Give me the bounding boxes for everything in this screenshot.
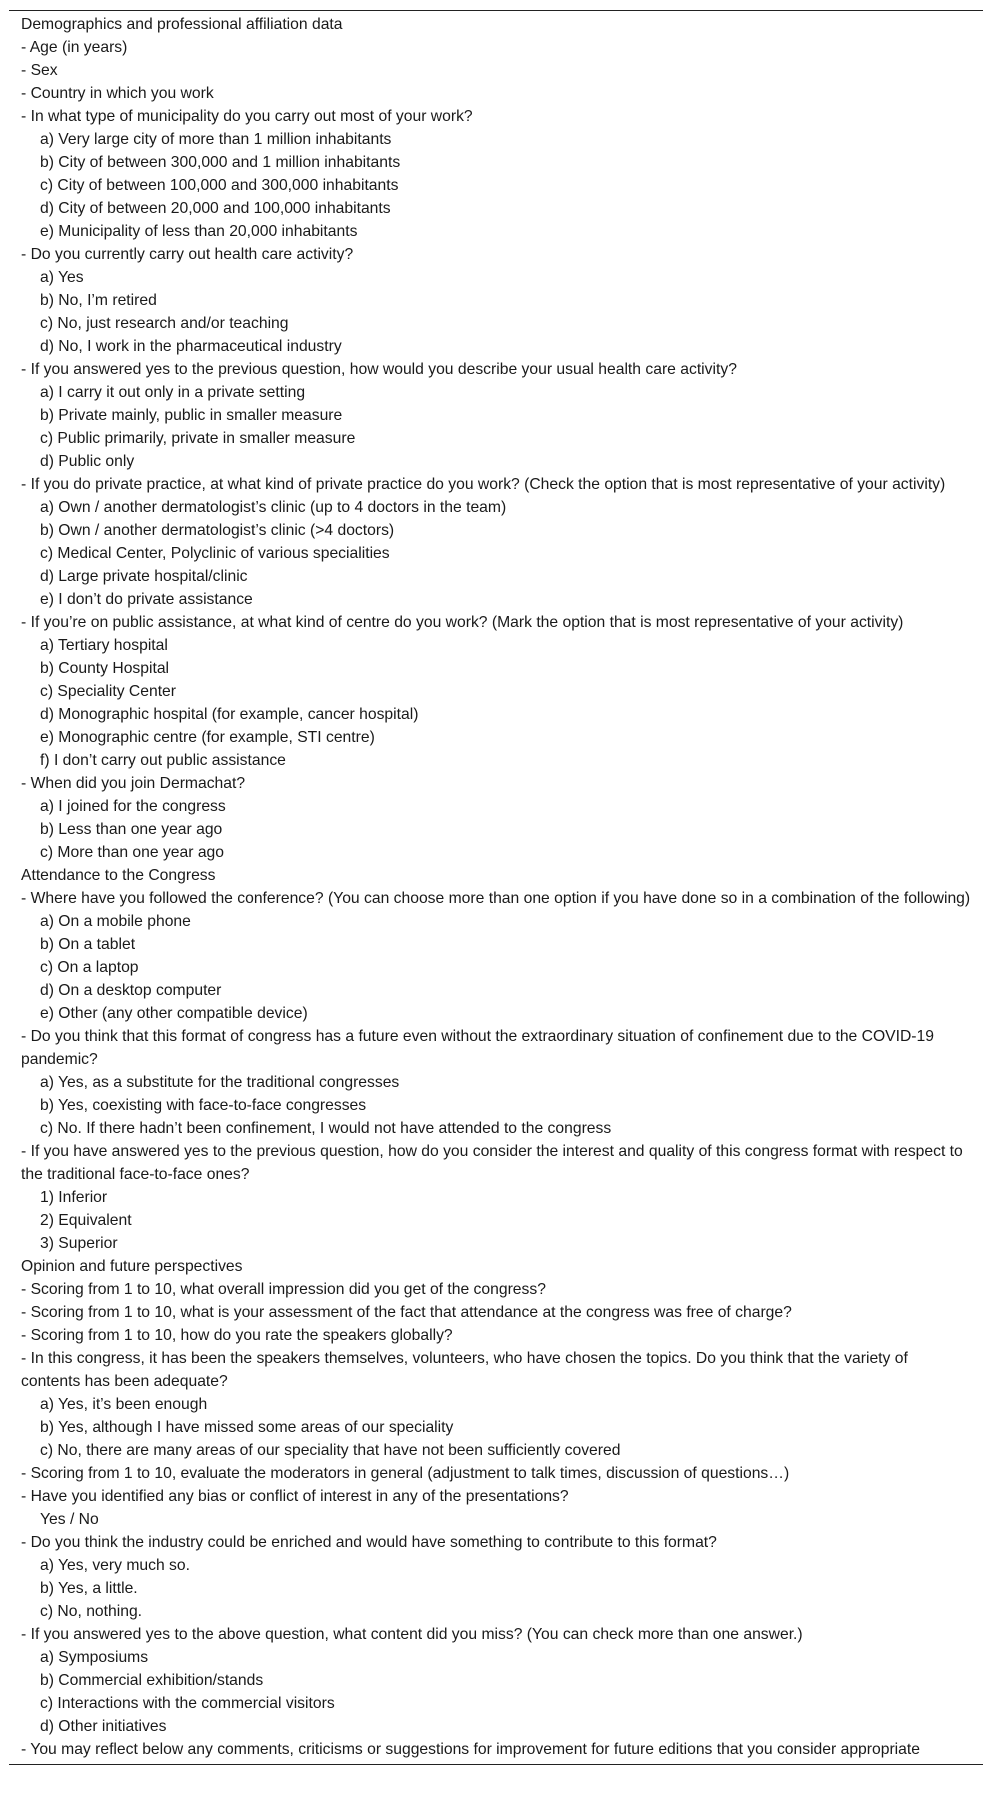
answer-option: a) Yes, as a substitute for the traditional congresses — [40, 1074, 400, 1091]
answer-option: d) No, I work in the pharmaceutical industry — [40, 338, 342, 355]
answer-option: a) Own / another dermatologist’s clinic (up to 4 doctors in the team) — [40, 499, 507, 516]
answer-option: d) On a desktop computer — [40, 982, 222, 999]
answer-option: b) Yes, coexisting with face-to-face congresses — [40, 1097, 367, 1114]
answer-option: b) Yes, although I have missed some areas of our speciality — [40, 1419, 454, 1436]
question-text: - If you answered yes to the above question, what content did you miss? (You can check more than one answer.) — [21, 1626, 803, 1643]
answer-option: Yes / No — [40, 1511, 99, 1528]
answer-option: b) City of between 300,000 and 1 million inhabitants — [40, 154, 401, 171]
answer-option: c) No, there are many areas of our speciality that have not been sufficiently covered — [40, 1442, 621, 1459]
survey-questionnaire-table — [9, 10, 983, 1765]
question-text: - Do you think that this format of congress has a future even without the extraordinary situation of confinement due to the COVID-19 pandemic? — [21, 1028, 934, 1068]
answer-option: b) On a tablet — [40, 936, 136, 953]
answer-option: c) No, nothing. — [40, 1603, 143, 1620]
question-text: - Do you think the industry could be enriched and would have something to contribute to this format? — [21, 1534, 717, 1551]
answer-option: a) I joined for the congress — [40, 798, 226, 815]
answer-option: a) On a mobile phone — [40, 913, 191, 930]
answer-option: a) Yes, very much so. — [40, 1557, 190, 1574]
question-text: - If you’re on public assistance, at what kind of centre do you work? (Mark the option that is most representative of your activity) — [21, 614, 904, 631]
answer-option: a) Yes, it’s been enough — [40, 1396, 208, 1413]
answer-option: e) Municipality of less than 20,000 inhabitants — [40, 223, 358, 240]
answer-option: a) Tertiary hospital — [40, 637, 168, 654]
question-text: - Scoring from 1 to 10, how do you rate the speakers globally? — [21, 1327, 453, 1344]
answer-option: a) I carry it out only in a private setting — [40, 384, 306, 401]
question-text: - If you do private practice, at what kind of private practice do you work? (Check the option that is most representative of your activity) — [21, 476, 946, 493]
question-text: - In this congress, it has been the speakers themselves, volunteers, who have chosen the topics. Do you think that the variety of contents has been adequate? — [21, 1350, 908, 1390]
answer-option: e) Other (any other compatible device) — [40, 1005, 308, 1022]
answer-option: 2) Equivalent — [40, 1212, 132, 1229]
question-text: - Sex — [21, 62, 58, 79]
answer-option: 3) Superior — [40, 1235, 118, 1252]
question-text: - Do you currently carry out health care activity? — [21, 246, 354, 263]
answer-option: b) Less than one year ago — [40, 821, 223, 838]
answer-option: e) I don’t do private assistance — [40, 591, 253, 608]
answer-option: a) Symposiums — [40, 1649, 149, 1666]
answer-option: c) On a laptop — [40, 959, 139, 976]
answer-option: b) County Hospital — [40, 660, 170, 677]
answer-option: d) City of between 20,000 and 100,000 inhabitants — [40, 200, 391, 217]
question-text: - In what type of municipality do you carry out most of your work? — [21, 108, 473, 125]
answer-option: c) City of between 100,000 and 300,000 inhabitants — [40, 177, 399, 194]
answer-option: b) Own / another dermatologist’s clinic (>4 doctors) — [40, 522, 395, 539]
answer-option: c) No, just research and/or teaching — [40, 315, 289, 332]
question-text: - Have you identified any bias or conflict of interest in any of the presentations? — [21, 1488, 569, 1505]
answer-option: f) I don’t carry out public assistance — [40, 752, 286, 769]
question-text: - You may reflect below any comments, criticisms or suggestions for improvement for future editions that you consider appropriate — [21, 1741, 920, 1758]
answer-option: d) Other initiatives — [40, 1718, 167, 1735]
answer-option: c) Medical Center, Polyclinic of various specialities — [40, 545, 390, 562]
answer-option: d) Monographic hospital (for example, cancer hospital) — [40, 706, 419, 723]
answer-option: c) Public primarily, private in smaller measure — [40, 430, 356, 447]
question-text: - If you have answered yes to the previous question, how do you consider the interest and quality of this congress format with respect to the traditional face-to-face ones? — [21, 1143, 963, 1183]
question-text: - Scoring from 1 to 10, what is your assessment of the fact that attendance at the congress was free of charge? — [21, 1304, 792, 1321]
section-heading: Opinion and future perspectives — [21, 1258, 243, 1275]
answer-option: d) Large private hospital/clinic — [40, 568, 248, 585]
answer-option: c) Interactions with the commercial visitors — [40, 1695, 335, 1712]
question-text: - Age (in years) — [21, 39, 128, 56]
question-text: - Scoring from 1 to 10, evaluate the moderators in general (adjustment to talk times, discussion of questions…) — [21, 1465, 790, 1482]
answer-option: b) Yes, a little. — [40, 1580, 138, 1597]
section-heading: Attendance to the Congress — [21, 867, 216, 884]
answer-option: a) Very large city of more than 1 million inhabitants — [40, 131, 392, 148]
answer-option: d) Public only — [40, 453, 135, 470]
section-heading: Demographics and professional affiliation data — [21, 16, 343, 33]
answer-option: 1) Inferior — [40, 1189, 108, 1206]
answer-option: b) No, I’m retired — [40, 292, 157, 309]
answer-option: c) No. If there hadn’t been confinement, I would not have attended to the congress — [40, 1120, 612, 1137]
question-text: - Where have you followed the conference? (You can choose more than one option if you have done so in a combination of the following) — [21, 890, 971, 907]
question-text: - Scoring from 1 to 10, what overall impression did you get of the congress? — [21, 1281, 546, 1298]
answer-option: c) More than one year ago — [40, 844, 224, 861]
answer-option: a) Yes — [40, 269, 84, 286]
answer-option: c) Speciality Center — [40, 683, 177, 700]
question-text: - If you answered yes to the previous question, how would you describe your usual health care activity? — [21, 361, 737, 378]
answer-option: b) Private mainly, public in smaller measure — [40, 407, 343, 424]
answer-option: e) Monographic centre (for example, STI centre) — [40, 729, 375, 746]
question-text: - When did you join Dermachat? — [21, 775, 246, 792]
question-text: - Country in which you work — [21, 85, 214, 102]
answer-option: b) Commercial exhibition/stands — [40, 1672, 264, 1689]
